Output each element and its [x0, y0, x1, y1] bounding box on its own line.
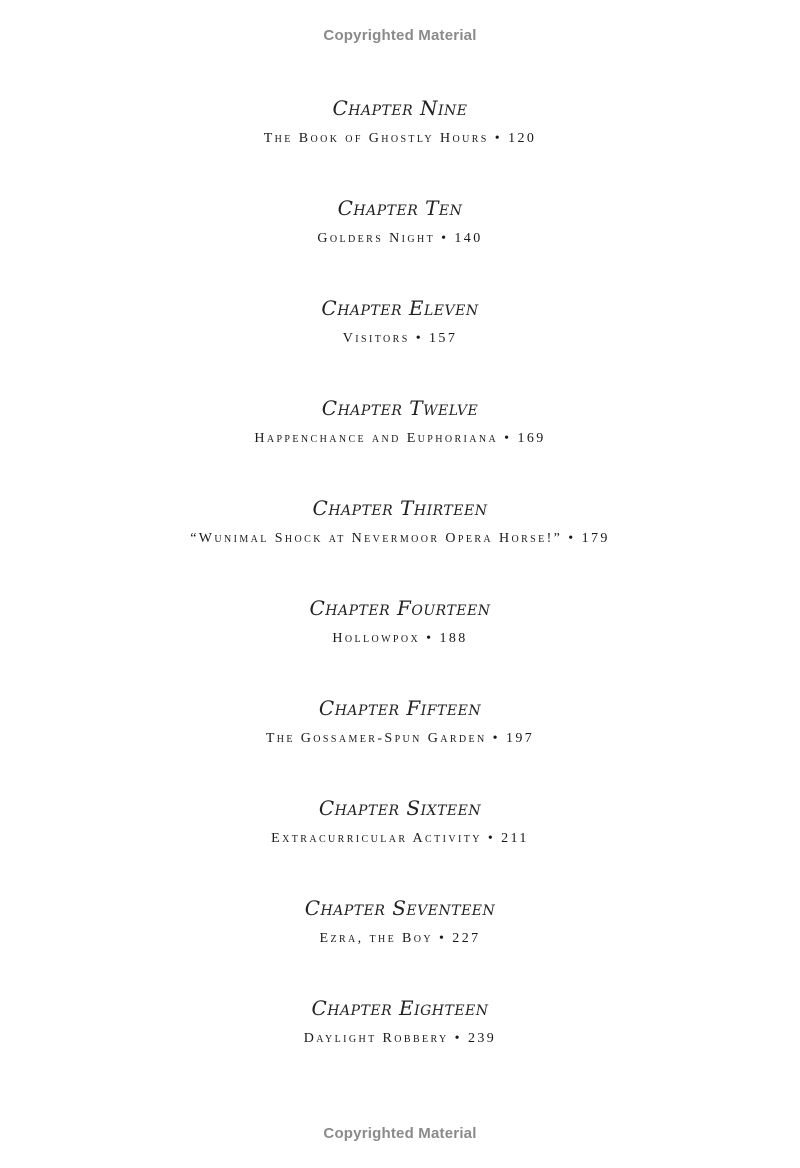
- chapter-title-line: [0, 722, 800, 756]
- chapter-title-line: [0, 422, 800, 456]
- chapter-label: Chapter Eleven: [321, 296, 479, 320]
- separator-bullet: •: [487, 831, 496, 846]
- chapter-title: “Wunimal Shock at Nevermoor Opera Horse!”: [190, 531, 563, 546]
- toc-entry: [0, 594, 800, 694]
- page-number: 239: [467, 1031, 497, 1046]
- toc-entry: [0, 794, 800, 894]
- page-number: 227: [452, 931, 481, 946]
- chapter-label: Chapter Fifteen: [318, 696, 482, 720]
- toc-entry: [0, 494, 800, 594]
- chapter-title-line: [0, 922, 800, 956]
- chapter-title: Visitors: [342, 331, 410, 346]
- separator-bullet: •: [454, 1031, 462, 1046]
- separator-bullet: •: [426, 631, 434, 646]
- chapter-title-line: [0, 522, 800, 556]
- separator-bullet: •: [494, 131, 503, 146]
- toc-entry: [0, 994, 800, 1094]
- chapter-title-line: [0, 1022, 800, 1056]
- chapter-title-line: [0, 322, 800, 356]
- table-of-contents: [0, 94, 800, 1094]
- chapter-title: The Book of Ghostly Hours: [263, 131, 489, 146]
- chapter-label: Chapter Thirteen: [312, 496, 488, 520]
- chapter-label: Chapter Twelve: [321, 396, 479, 420]
- page-number: 120: [508, 131, 537, 146]
- chapter-label: Chapter Eighteen: [311, 996, 489, 1020]
- toc-entry: [0, 694, 800, 794]
- page-number: 197: [505, 731, 535, 746]
- separator-bullet: •: [492, 731, 500, 746]
- page-number: 188: [439, 631, 468, 646]
- separator-bullet: •: [415, 331, 424, 346]
- toc-entry: [0, 294, 800, 394]
- chapter-label: Chapter Ten: [337, 196, 463, 220]
- chapter-title-line: [0, 822, 800, 856]
- separator-bullet: •: [568, 531, 576, 546]
- toc-entry: [0, 394, 800, 494]
- separator-bullet: •: [438, 931, 447, 946]
- chapter-title: Golders Night: [317, 231, 436, 246]
- toc-entry: [0, 194, 800, 294]
- chapter-title-line: [0, 622, 800, 656]
- chapter-label: Chapter Nine: [332, 96, 468, 120]
- chapter-title: The Gossamer-Spun Garden: [265, 731, 487, 746]
- copyright-watermark-top: Copyrighted Material: [323, 27, 477, 44]
- page-number: 169: [517, 431, 546, 446]
- page-number: 211: [501, 831, 529, 846]
- copyright-watermark-bottom: Copyrighted Material: [323, 1125, 477, 1142]
- chapter-label: Chapter Sixteen: [318, 796, 482, 820]
- toc-entry: [0, 894, 800, 994]
- page-number: 179: [581, 531, 610, 546]
- separator-bullet: •: [504, 431, 512, 446]
- chapter-title: Daylight Robbery: [303, 1031, 449, 1046]
- chapter-title: Ezra, the Boy: [319, 931, 433, 946]
- chapter-title: Happenchance and Euphoriana: [254, 431, 499, 446]
- chapter-title: Hollowpox: [332, 631, 421, 646]
- page-number: 157: [429, 331, 458, 346]
- toc-entry: [0, 94, 800, 194]
- chapter-label: Chapter Seventeen: [304, 896, 496, 920]
- page-number: 140: [454, 231, 483, 246]
- chapter-title-line: [0, 222, 800, 256]
- separator-bullet: •: [441, 231, 449, 246]
- chapter-label: Chapter Fourteen: [309, 596, 491, 620]
- chapter-title-line: [0, 122, 800, 156]
- chapter-title: Extracurricular Activity: [271, 831, 482, 846]
